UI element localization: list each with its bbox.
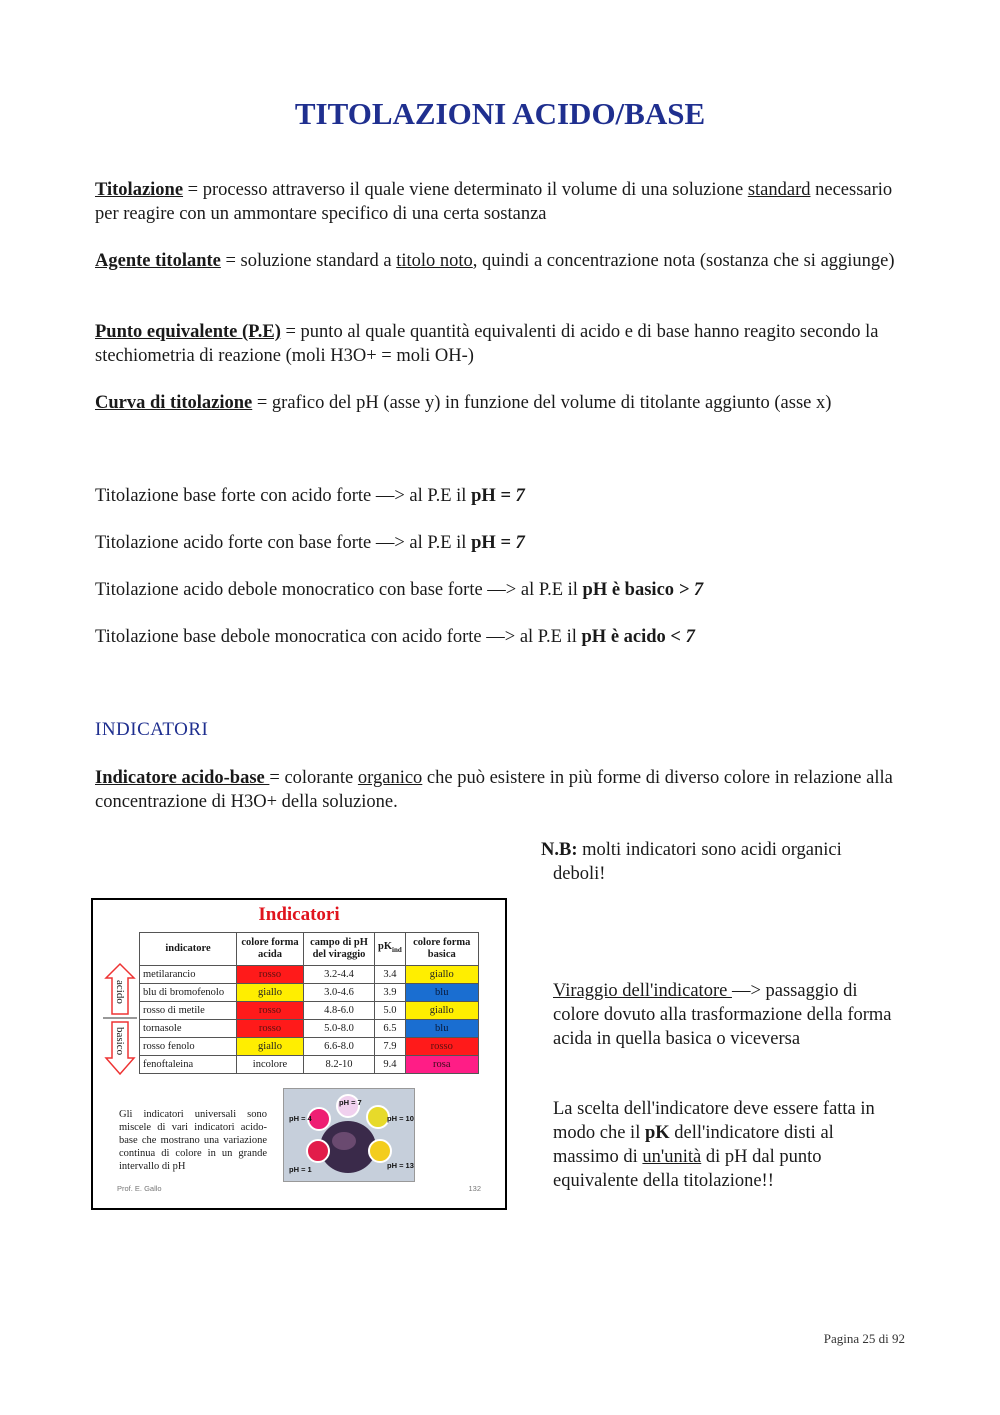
ph-label-7: pH = 7 xyxy=(339,1098,362,1107)
page-number: Pagina 25 di 92 xyxy=(823,1331,905,1346)
cell-ph-range: 5.0-8.0 xyxy=(304,1020,375,1038)
cell-indicator-name: blu di bromofenolo xyxy=(140,984,237,1002)
section-heading-indicatori: INDICATORI xyxy=(95,719,209,740)
definition-text-end: che può esistere in più forme di diverso colore in relazione alla concentrazione di H3O+ della soluzione. xyxy=(95,768,893,812)
header-pk-text: pK xyxy=(378,941,393,953)
nb-text: molti indicatori sono acidi organici xyxy=(577,840,842,860)
cell-acid-color: incolore xyxy=(237,1056,304,1074)
universal-indicator-text: Gli indicatori universali sono miscele di vari indicatori acido-base che mostrano una variazione continua di colore in un grande intervallo di pH xyxy=(119,1109,267,1172)
indicators-slide-figure xyxy=(91,898,507,1210)
ph-label-4: pH = 4 xyxy=(289,1114,312,1123)
cell-ph-range: 3.0-4.6 xyxy=(304,984,375,1002)
cell-pk: 9.4 xyxy=(375,1056,406,1074)
table-row xyxy=(140,966,479,984)
header-colore-acida: colore forma acida xyxy=(237,933,304,966)
cell-basic-color: giallo xyxy=(405,1002,478,1020)
cell-indicator-name: rosso di metile xyxy=(140,1002,237,1020)
scelta-text-end: di pH dal punto equivalente della titolazione!! xyxy=(553,1147,822,1191)
table-row xyxy=(140,1056,479,1074)
cell-basic-color: blu xyxy=(405,1020,478,1038)
cell-basic-color: blu xyxy=(405,984,478,1002)
definition-punto-equivalente xyxy=(95,320,910,368)
cell-pk: 6.5 xyxy=(375,1020,406,1038)
titration-text: Titolazione acido forte con base forte —> al P.E il xyxy=(95,533,472,553)
definition-underlined: standard xyxy=(747,180,811,200)
header-colore-basica: colore forma basica xyxy=(405,933,478,966)
definition-term: Agente titolante xyxy=(95,251,221,271)
viraggio-text: —> passaggio di colore dovuto alla trasformazione della forma acida in quella basica o viceversa xyxy=(553,981,892,1049)
titration-value: < 7 xyxy=(665,627,695,647)
dish-ph10 xyxy=(367,1106,389,1128)
cell-ph-range: 3.2-4.4 xyxy=(304,966,375,984)
ph-label-10: pH = 10 xyxy=(387,1114,414,1123)
ph-label-13: pH = 13 xyxy=(387,1161,414,1170)
acido-label: acido xyxy=(114,980,126,1004)
viraggio-term: Viraggio dell'indicatore xyxy=(553,981,732,1001)
cabbage-highlight xyxy=(332,1132,356,1150)
titration-value: = 7 xyxy=(495,486,525,506)
ph-label-1: pH = 1 xyxy=(289,1165,312,1174)
definition-curva-titolazione xyxy=(95,391,910,415)
definition-term: Titolazione xyxy=(95,180,184,200)
cell-indicator-name: fenoftaleina xyxy=(140,1056,237,1074)
titration-text: Titolazione base forte con acido forte —> al P.E il xyxy=(95,486,472,506)
titration-value: > 7 xyxy=(674,580,704,600)
cell-pk: 7.9 xyxy=(375,1038,406,1056)
indicators-table xyxy=(139,932,479,1074)
cell-acid-color: rosso xyxy=(237,966,304,984)
definition-term: Indicatore acido-base xyxy=(95,768,270,788)
table-row xyxy=(140,1038,479,1056)
scelta-pk: pK xyxy=(644,1123,670,1143)
cell-ph-range: 4.8-6.0 xyxy=(304,1002,375,1020)
definition-text: = soluzione standard a xyxy=(220,251,397,271)
indicators-table-body xyxy=(140,966,479,1074)
cell-acid-color: rosso xyxy=(237,1020,304,1038)
cell-ph-range: 6.6-8.0 xyxy=(304,1038,375,1056)
cell-acid-color: giallo xyxy=(237,1038,304,1056)
scelta-underlined: un'unità xyxy=(642,1147,702,1167)
definition-term: Punto equivalente (P.E) xyxy=(95,322,281,342)
definition-term: Curva di titolazione xyxy=(95,393,253,413)
slide-title: Indicatori xyxy=(258,904,340,925)
definition-underlined: organico xyxy=(357,768,423,788)
cell-ph-range: 8.2-10 xyxy=(304,1056,375,1074)
page-title: TITOLAZIONI ACIDO/BASE xyxy=(294,96,706,131)
titration-ph: pH xyxy=(471,486,496,506)
slide-footer-number: 132 xyxy=(468,1184,481,1193)
header-indicatore: indicatore xyxy=(140,933,237,966)
definition-indicatore xyxy=(95,766,910,814)
titration-text: Titolazione acido debole monocratico con base forte —> al P.E il xyxy=(95,580,583,600)
titration-line-4 xyxy=(95,625,910,649)
nb-text-2: deboli! xyxy=(553,864,606,884)
titration-line-3 xyxy=(95,578,910,602)
table-row xyxy=(140,984,479,1002)
titration-text: Titolazione base debole monocratica con acido forte —> al P.E il xyxy=(95,627,582,647)
titration-ph: pH è acido xyxy=(581,627,666,647)
cell-indicator-name: metilarancio xyxy=(140,966,237,984)
definition-underlined: titolo noto xyxy=(396,251,473,271)
titration-line-2 xyxy=(95,531,910,555)
definition-text: = punto al quale quantità equivalenti di acido e di base hanno reagito secondo la stechiometria di reazione (moli H3O+ = moli OH-) xyxy=(95,322,879,366)
cell-indicator-name: tornasole xyxy=(140,1020,237,1038)
definition-text: = grafico del pH (asse y) in funzione del volume di titolante aggiunto (asse x) xyxy=(252,393,832,413)
table-row xyxy=(140,1002,479,1020)
cell-acid-color: giallo xyxy=(237,984,304,1002)
definition-text: = processo attraverso il quale viene determinato il volume di una soluzione xyxy=(183,180,748,200)
titration-ph: pH è basico xyxy=(582,580,675,600)
scelta-text: La scelta dell'indicatore deve essere fatta in modo che il xyxy=(553,1099,875,1143)
nb-note xyxy=(541,838,901,886)
definition-agente-titolante xyxy=(95,249,910,273)
header-campo-ph: campo di pH del viraggio xyxy=(304,933,375,966)
definition-titolazione xyxy=(95,178,910,226)
viraggio-note xyxy=(553,979,903,1051)
table-header-row xyxy=(140,933,479,966)
cell-basic-color: giallo xyxy=(405,966,478,984)
table-row xyxy=(140,1020,479,1038)
cell-pk: 3.9 xyxy=(375,984,406,1002)
scelta-text-mid: dell'indicatore disti al massimo di xyxy=(553,1123,834,1167)
nb-label: N.B: xyxy=(541,840,578,860)
cell-pk: 3.4 xyxy=(375,966,406,984)
basico-label: basico xyxy=(114,1027,126,1056)
header-pk xyxy=(375,933,406,966)
cell-acid-color: rosso xyxy=(237,1002,304,1020)
definition-text: = colorante xyxy=(269,768,358,788)
definition-text-end: , quindi a concentrazione nota (sostanza che si aggiunge) xyxy=(472,251,895,271)
titration-value: = 7 xyxy=(495,533,525,553)
cell-basic-color: rosa xyxy=(405,1056,478,1074)
cell-indicator-name: rosso fenolo xyxy=(140,1038,237,1056)
scelta-note xyxy=(553,1097,903,1193)
titration-ph: pH xyxy=(471,533,496,553)
slide-footer-author: Prof. E. Gallo xyxy=(117,1184,162,1193)
definition-text-end: necessario per reagire con un ammontare specifico di una certa sostanza xyxy=(95,180,893,224)
cell-basic-color: rosso xyxy=(405,1038,478,1056)
cell-pk: 5.0 xyxy=(375,1002,406,1020)
titration-line-1 xyxy=(95,484,910,508)
header-pk-sub: ind xyxy=(392,946,402,955)
